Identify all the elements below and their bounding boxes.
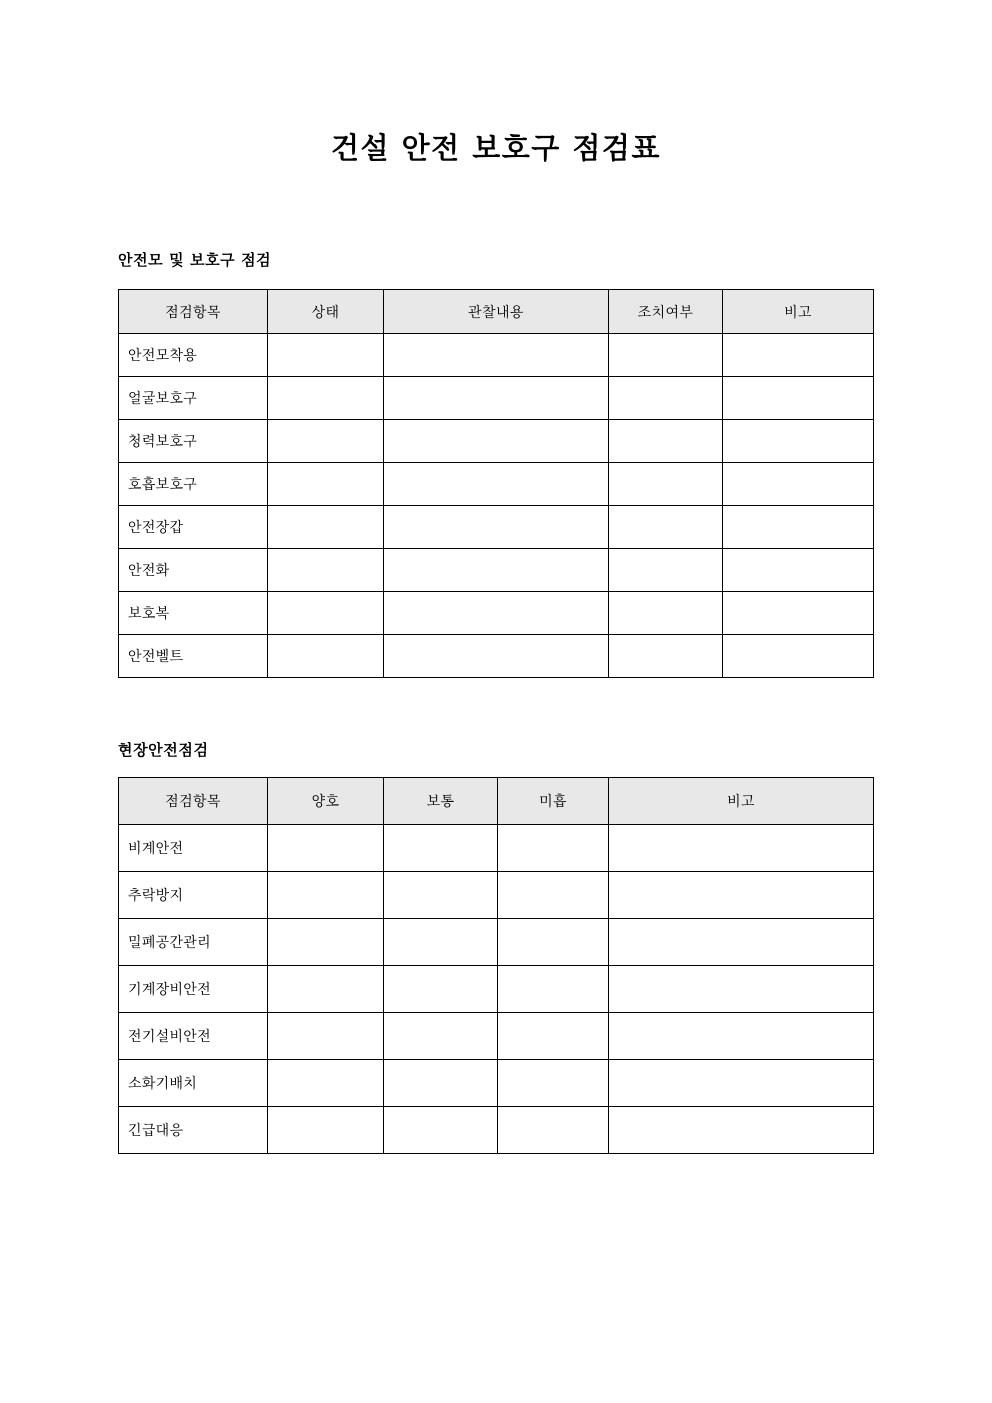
cell-state[interactable] xyxy=(268,334,384,377)
cell-action[interactable] xyxy=(609,506,723,549)
cell-remarks[interactable] xyxy=(723,549,874,592)
row-label: 기계장비안전 xyxy=(119,966,268,1013)
ppe-inspection-table xyxy=(118,289,874,678)
section-heading-ppe-inspection: 안전모 및 보호구 점검 xyxy=(118,251,272,269)
site-safety-inspection-table xyxy=(118,777,874,1154)
cell-state[interactable] xyxy=(268,420,384,463)
cell-remarks[interactable] xyxy=(723,635,874,678)
cell-fair[interactable] xyxy=(384,872,498,919)
cell-state[interactable] xyxy=(268,549,384,592)
page-title: 건설 안전 보호구 점검표 xyxy=(331,131,661,165)
cell-good[interactable] xyxy=(268,1060,384,1107)
column-header-item: 점검항목 xyxy=(119,778,268,825)
table-header-row xyxy=(119,290,874,334)
cell-good[interactable] xyxy=(268,872,384,919)
cell-poor[interactable] xyxy=(498,1060,609,1107)
table-header-row xyxy=(119,778,874,825)
cell-good[interactable] xyxy=(268,1107,384,1154)
cell-state[interactable] xyxy=(268,506,384,549)
cell-remarks[interactable] xyxy=(723,506,874,549)
row-label: 소화기배치 xyxy=(119,1060,268,1107)
cell-observation[interactable] xyxy=(384,592,609,635)
row-label: 청력보호구 xyxy=(119,420,268,463)
column-header-good: 양호 xyxy=(268,778,384,825)
cell-observation[interactable] xyxy=(384,377,609,420)
table-row xyxy=(119,825,874,872)
table-header xyxy=(119,778,874,825)
column-header-observation: 관찰내용 xyxy=(384,290,609,334)
column-header-poor: 미흡 xyxy=(498,778,609,825)
row-label: 안전벨트 xyxy=(119,635,268,678)
cell-good[interactable] xyxy=(268,919,384,966)
cell-poor[interactable] xyxy=(498,966,609,1013)
cell-remarks[interactable] xyxy=(609,825,874,872)
column-header-remarks: 비고 xyxy=(609,778,874,825)
cell-good[interactable] xyxy=(268,1013,384,1060)
cell-observation[interactable] xyxy=(384,463,609,506)
cell-state[interactable] xyxy=(268,377,384,420)
cell-remarks[interactable] xyxy=(723,420,874,463)
table-row xyxy=(119,463,874,506)
row-label: 안전장갑 xyxy=(119,506,268,549)
cell-good[interactable] xyxy=(268,825,384,872)
table-row xyxy=(119,549,874,592)
cell-observation[interactable] xyxy=(384,334,609,377)
table-row xyxy=(119,592,874,635)
cell-fair[interactable] xyxy=(384,825,498,872)
cell-fair[interactable] xyxy=(384,966,498,1013)
row-label: 안전화 xyxy=(119,549,268,592)
table-row xyxy=(119,420,874,463)
column-header-fair: 보통 xyxy=(384,778,498,825)
cell-observation[interactable] xyxy=(384,420,609,463)
cell-remarks[interactable] xyxy=(609,919,874,966)
cell-remarks[interactable] xyxy=(723,463,874,506)
column-header-action: 조치여부 xyxy=(609,290,723,334)
cell-remarks[interactable] xyxy=(723,334,874,377)
cell-poor[interactable] xyxy=(498,1013,609,1060)
row-label: 안전모착용 xyxy=(119,334,268,377)
cell-observation[interactable] xyxy=(384,635,609,678)
row-label: 얼굴보호구 xyxy=(119,377,268,420)
row-label: 추락방지 xyxy=(119,872,268,919)
cell-remarks[interactable] xyxy=(609,1013,874,1060)
table-header xyxy=(119,290,874,334)
table-row xyxy=(119,872,874,919)
cell-poor[interactable] xyxy=(498,825,609,872)
cell-state[interactable] xyxy=(268,463,384,506)
cell-action[interactable] xyxy=(609,377,723,420)
row-label: 보호복 xyxy=(119,592,268,635)
cell-remarks[interactable] xyxy=(609,966,874,1013)
table-row xyxy=(119,506,874,549)
row-label: 긴급대응 xyxy=(119,1107,268,1154)
cell-remarks[interactable] xyxy=(609,872,874,919)
cell-action[interactable] xyxy=(609,592,723,635)
cell-fair[interactable] xyxy=(384,919,498,966)
table-row xyxy=(119,377,874,420)
cell-observation[interactable] xyxy=(384,549,609,592)
table-row xyxy=(119,919,874,966)
cell-fair[interactable] xyxy=(384,1107,498,1154)
table-row xyxy=(119,1107,874,1154)
cell-remarks[interactable] xyxy=(609,1107,874,1154)
cell-poor[interactable] xyxy=(498,1107,609,1154)
cell-fair[interactable] xyxy=(384,1013,498,1060)
cell-action[interactable] xyxy=(609,549,723,592)
column-header-item: 점검항목 xyxy=(119,290,268,334)
cell-state[interactable] xyxy=(268,635,384,678)
row-label: 호흡보호구 xyxy=(119,463,268,506)
cell-poor[interactable] xyxy=(498,872,609,919)
column-header-remarks: 비고 xyxy=(723,290,874,334)
table-body xyxy=(119,825,874,1154)
table-row xyxy=(119,635,874,678)
row-label: 비계안전 xyxy=(119,825,268,872)
cell-fair[interactable] xyxy=(384,1060,498,1107)
cell-action[interactable] xyxy=(609,635,723,678)
cell-action[interactable] xyxy=(609,420,723,463)
cell-remarks[interactable] xyxy=(723,592,874,635)
table-row xyxy=(119,1060,874,1107)
cell-action[interactable] xyxy=(609,334,723,377)
table-body xyxy=(119,334,874,678)
column-header-state: 상태 xyxy=(268,290,384,334)
cell-state[interactable] xyxy=(268,592,384,635)
cell-remarks[interactable] xyxy=(609,1060,874,1107)
table-row xyxy=(119,334,874,377)
cell-remarks[interactable] xyxy=(723,377,874,420)
row-label: 밀폐공간관리 xyxy=(119,919,268,966)
row-label: 전기설비안전 xyxy=(119,1013,268,1060)
table-row xyxy=(119,1013,874,1060)
cell-action[interactable] xyxy=(609,463,723,506)
table-row xyxy=(119,966,874,1013)
section-heading-site-safety-inspection: 현장안전점검 xyxy=(118,741,209,759)
cell-poor[interactable] xyxy=(498,919,609,966)
cell-good[interactable] xyxy=(268,966,384,1013)
cell-observation[interactable] xyxy=(384,506,609,549)
